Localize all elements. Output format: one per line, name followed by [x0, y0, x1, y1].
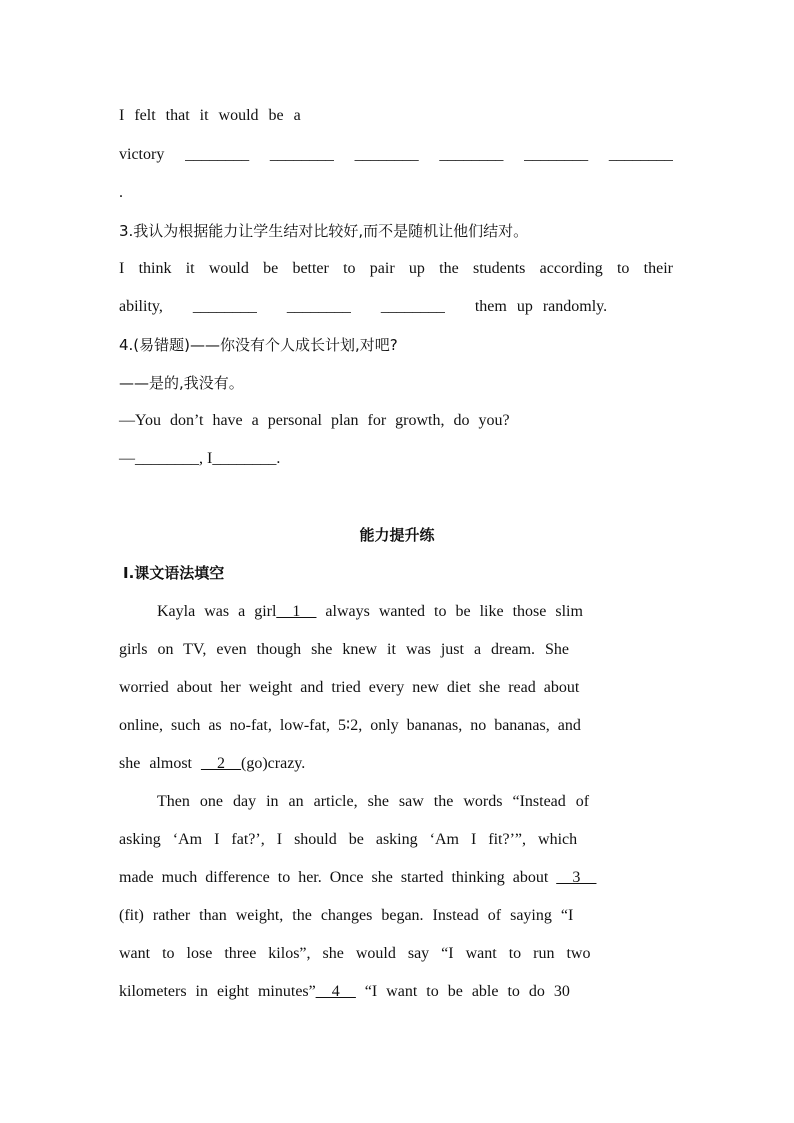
- blank-2: ________: [269, 146, 334, 163]
- p1-l5-tail: (go)crazy.: [241, 755, 306, 772]
- p1-text-b: always wanted to be like those slim: [325, 603, 583, 620]
- blank-number-3: __3__: [556, 869, 597, 886]
- subsection-heading: Ⅰ.课文语法填空: [123, 564, 225, 582]
- question-3-english: [119, 259, 673, 279]
- blank-number-4: __4__: [315, 983, 356, 1000]
- period-line: .: [119, 184, 123, 201]
- blank-4: ________: [439, 146, 504, 163]
- blank-line: [119, 145, 673, 165]
- q3-ability: ability,: [119, 298, 163, 315]
- paragraph-1-line-1: [157, 602, 583, 622]
- blank-number-1: __1__: [276, 603, 317, 620]
- question-3-chinese: 3.我认为根据能力让学生结对比较好,而不是随机让他们结对。: [119, 222, 529, 240]
- question-4-chinese-1: 4.(易错题)——你没有个人成长计划,对吧?: [119, 336, 398, 354]
- question-4-english-2: —________, I________.: [119, 450, 281, 467]
- p2-l6-text: kilometers in eight minutes”: [119, 983, 316, 1000]
- blank-number-2: __2__: [201, 755, 241, 772]
- q3-tail: them up randomly.: [474, 298, 608, 315]
- p1-text-a: Kayla was a girl: [157, 603, 277, 620]
- paragraph-2-line-6: [119, 982, 570, 1002]
- paragraph-2-line-3: [119, 868, 596, 888]
- section-title: 能力提升练: [359, 526, 435, 544]
- q3-blank-2: ________: [286, 298, 351, 315]
- paragraph-2-line-4: (fit) rather than weight, the changes began. Instead of saying “I: [119, 907, 574, 924]
- paragraph-1-line-5: [119, 754, 305, 774]
- blank-6: ________: [608, 146, 673, 163]
- question-4-chinese-2: ——是的,我没有。: [119, 374, 244, 392]
- q3-blank-3: ________: [380, 298, 445, 315]
- p1-l5-text: she almost: [119, 755, 192, 772]
- paragraph-1-line-4: online, such as no-fat, low-fat, 5∶2, only bananas, no bananas, and: [119, 717, 581, 734]
- paragraph-1-line-2: girls on TV, even though she knew it was just a dream. She: [119, 641, 570, 658]
- paragraph-2-line-1: Then one day in an article, she saw the words “Instead of: [157, 793, 590, 810]
- blank-1: ________: [185, 146, 250, 163]
- p2-l6-tail: “I want to be able to do 30: [364, 983, 570, 1000]
- blank-5: ________: [524, 146, 589, 163]
- q3-text: I think it would be better to pair up the students according to their: [119, 260, 673, 277]
- p2-l3-text: made much difference to her. Once she started thinking about: [119, 869, 549, 886]
- question-4-english-1: —You don’t have a personal plan for growth, do you?: [119, 412, 510, 429]
- paragraph-2-line-5: want to lose three kilos”, she would say “I want to run two: [119, 945, 591, 962]
- blank-3: ________: [354, 146, 419, 163]
- paragraph-1-line-3: worried about her weight and tried every new diet she read about: [119, 679, 580, 696]
- q3-blank-1: ________: [192, 298, 257, 315]
- text-line: I felt that it would be a: [119, 107, 301, 124]
- paragraph-2-line-2: asking ‘Am I fat?’, I should be asking ‘Am I fit?’”, which: [119, 831, 578, 848]
- question-3-english-line2: [119, 297, 607, 317]
- word-victory: victory: [119, 146, 165, 163]
